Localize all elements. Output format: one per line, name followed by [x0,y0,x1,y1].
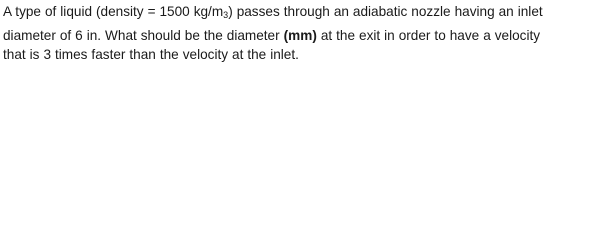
question-line-3: that is 3 times faster than the velocity at the inlet. [3,47,299,62]
question-text [3,2,601,65]
line-2-text-start: diameter of 6 in. What should be the diameter [3,27,284,43]
line-1-text-start: A type of liquid (density = 1500 kg/m [3,4,224,19]
question-line-2 [3,26,601,46]
density-unit-subscript: 3 [223,10,229,20]
unit-mm-bold: (mm) [283,27,317,43]
line-1-text-end: ) passes through an adiabatic nozzle having an inlet [228,4,543,19]
line-2-text-end: at the exit in order to have a velocity [316,27,541,43]
question-line-1 [3,2,601,26]
